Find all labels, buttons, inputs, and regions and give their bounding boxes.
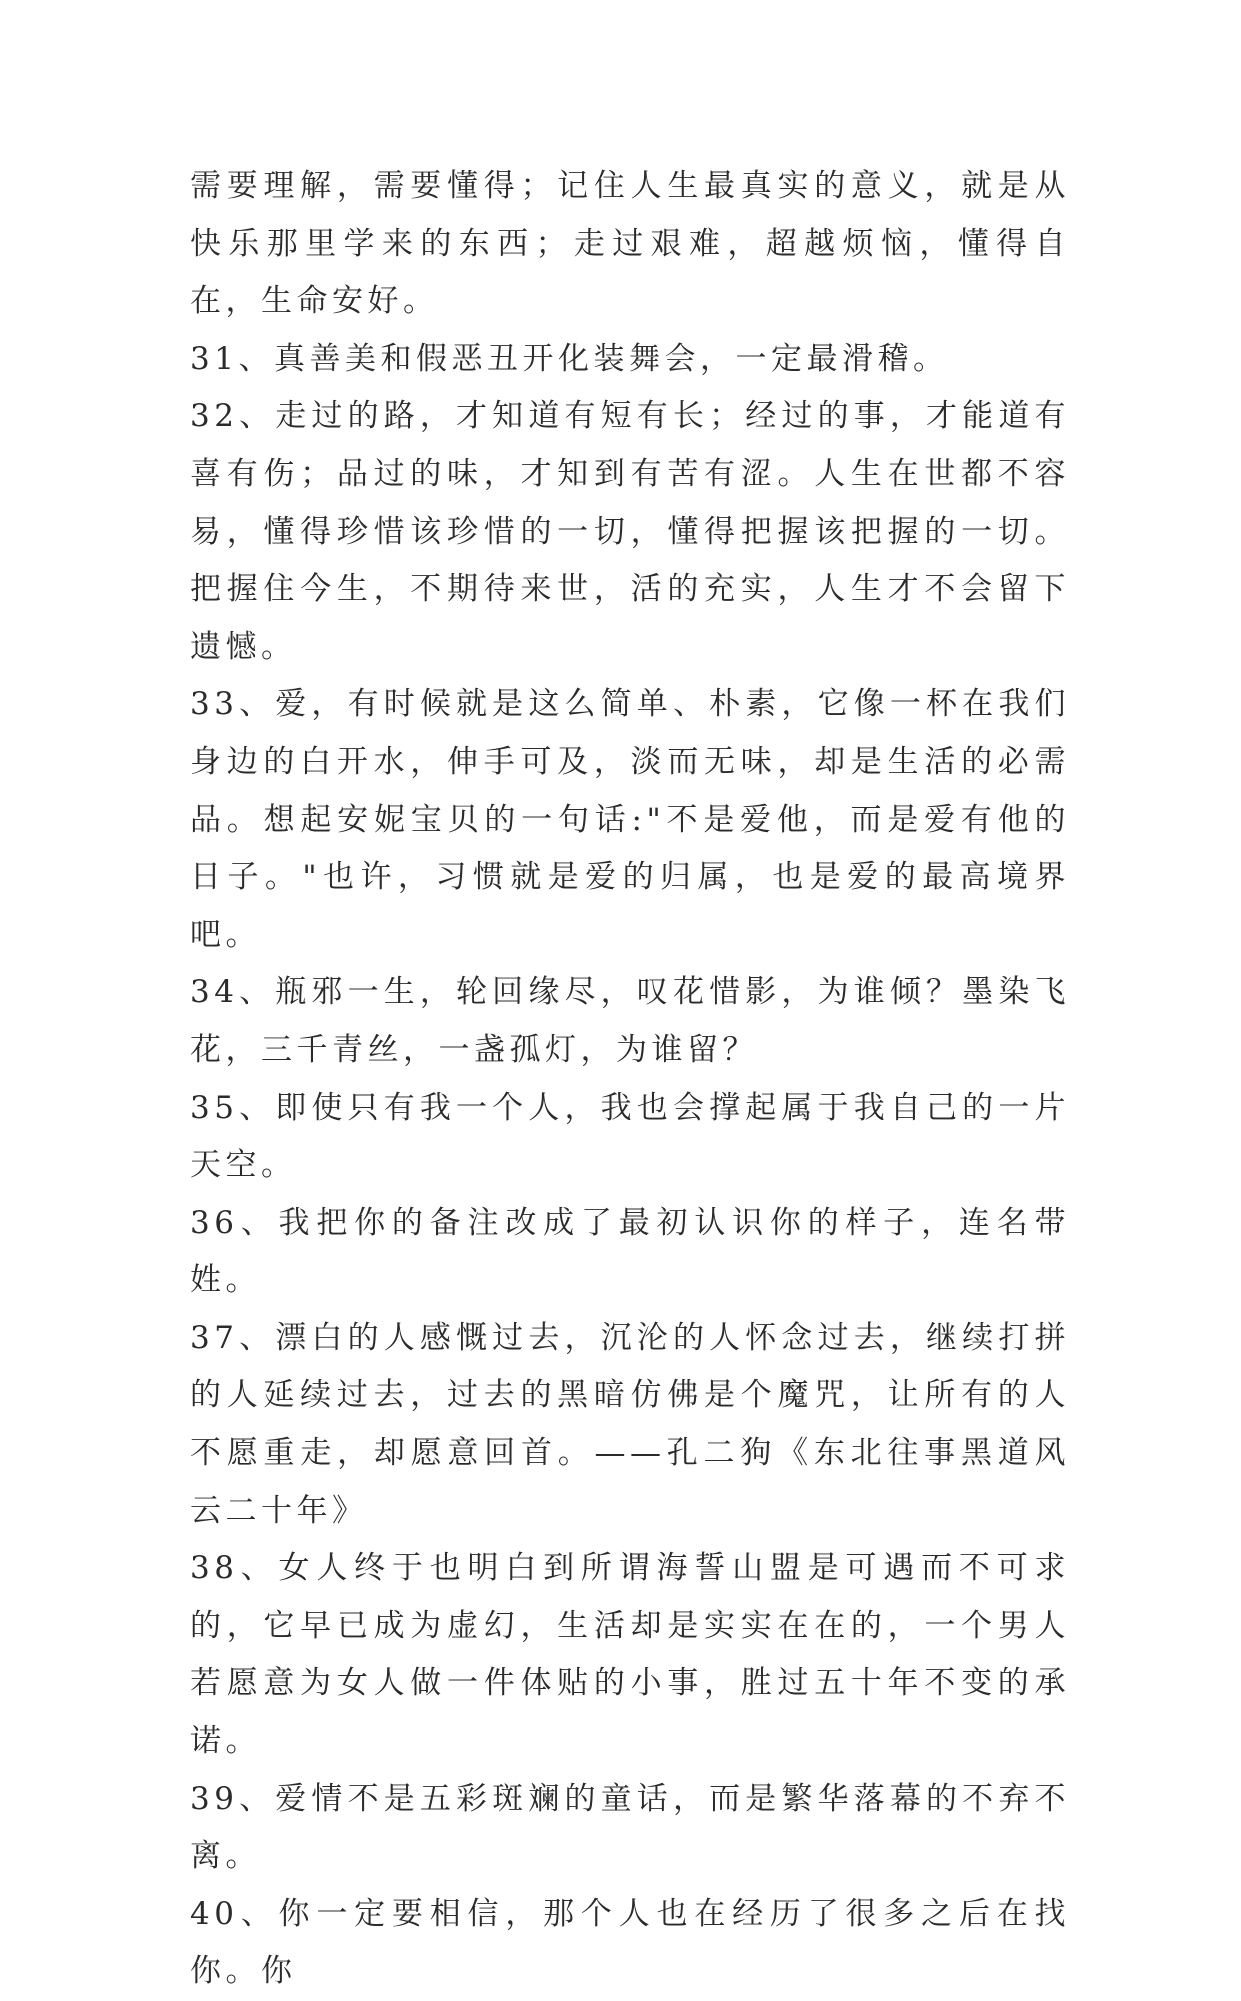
paragraph-38: 38、女人终于也明白到所谓海誓山盟是可遇而不可求的，它早已成为虚幻，生活却是实实在在的，一个男人若愿意为女人做一件体贴的小事，胜过五十年不变的承诺。 (190, 1550, 1070, 1760)
paragraph-40: 40、你一定要相信，那个人也在经历了很多之后在找你。你 (190, 1895, 1070, 1990)
paragraph-39: 39、爱情不是五彩斑斓的童话，而是繁华落幕的不弃不离。 (190, 1780, 1070, 1875)
paragraph-35: 35、即使只有我一个人，我也会撑起属于我自己的一片天空。 (190, 1089, 1070, 1184)
paragraph-37: 37、漂白的人感慨过去，沉沦的人怀念过去，继续打拼的人延续过去，过去的黑暗仿佛是个魔咒，让所有的人不愿重走，却愿意回首。——孔二狗《东北往事黑道风云二十年》 (190, 1319, 1070, 1529)
paragraph-33: 33、爱，有时候就是这么简单、朴素，它像一杯在我们身边的白开水，伸手可及，淡而无味，却是生活的必需品。想起安妮宝贝的一句话:"不是爱他，而是爱有他的日子。"也许，习惯就是爱的归属，也是爱的最高境界吧。 (190, 686, 1070, 953)
paragraph-34: 34、瓶邪一生，轮回缘尽，叹花惜影，为谁倾？墨染飞花，三千青丝，一盏孤灯，为谁留？ (190, 974, 1070, 1068)
paragraph-continuation: 需要理解，需要懂得；记住人生最真实的意义，就是从快乐那里学来的东西；走过艰难，超越烦恼，懂得自在，生命安好。 (190, 168, 1070, 320)
document-body (190, 158, 1070, 2001)
paragraph-31: 31、真善美和假恶丑开化装舞会，一定最滑稽。 (190, 340, 949, 377)
paragraph-32: 32、走过的路，才知道有短有长；经过的事，才能道有喜有伤；品过的味，才知到有苦有涩。人生在世都不容易，懂得珍惜该珍惜的一切，懂得把握该把握的一切。把握住今生，不期待来世，活的充实，人生才不会留下遗憾。 (190, 398, 1070, 665)
paragraph-36: 36、我把你的备注改成了最初认识你的样子，连名带姓。 (190, 1204, 1070, 1299)
